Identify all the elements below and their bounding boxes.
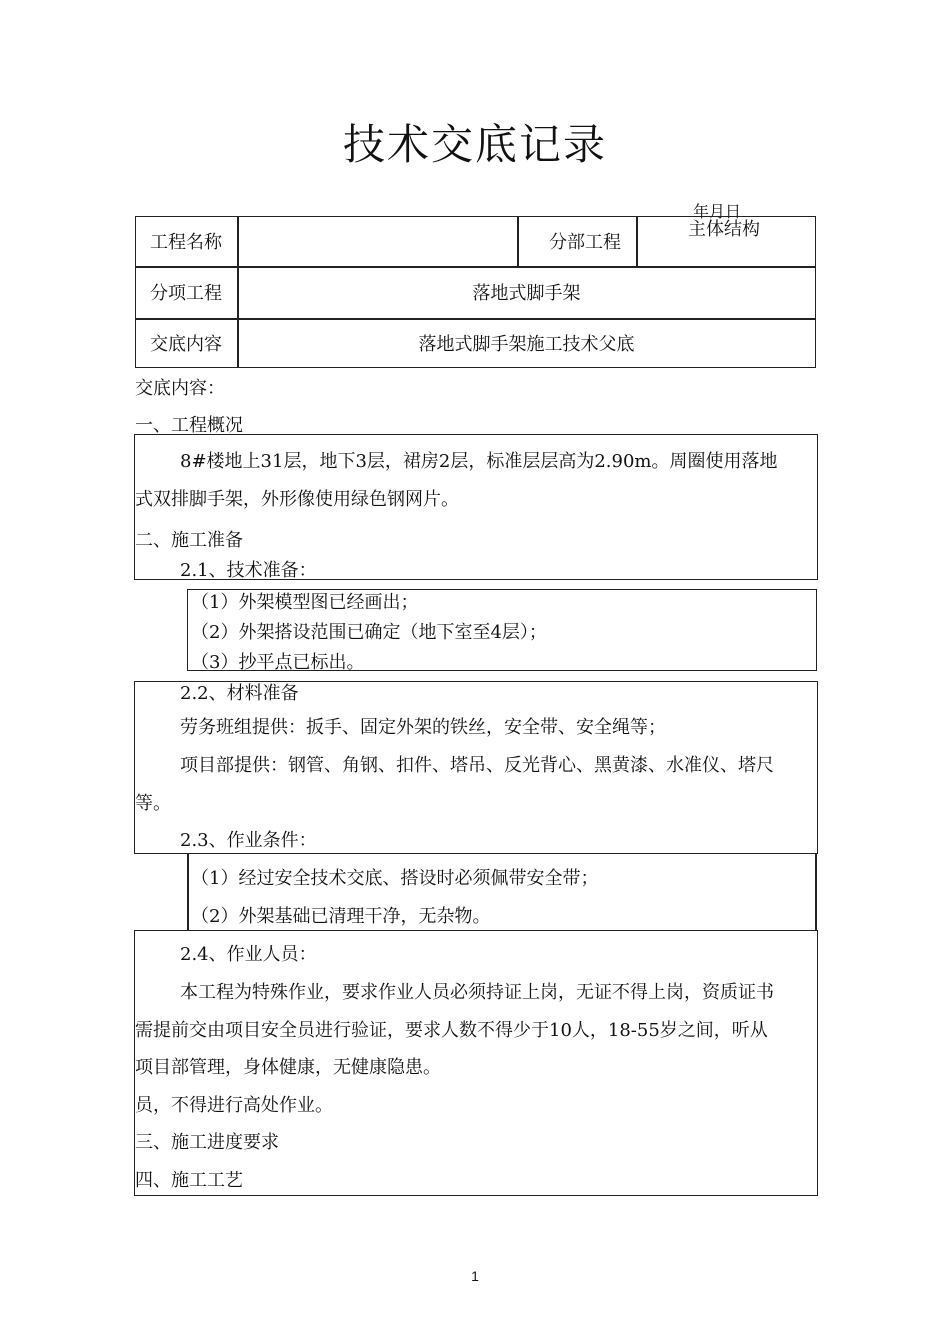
- overview-line-2: 式双排脚手架，外形像使用绿色钢网片。: [135, 489, 459, 510]
- tech-prep-item: （2）外架搭设范围已确定（地下室至4层）；: [191, 622, 547, 643]
- section-3-title: 三、施工进度要求: [135, 1132, 279, 1153]
- section-4-title: 四、施工工艺: [135, 1170, 243, 1191]
- project-name-value: [237, 216, 517, 266]
- table-col-divider: [636, 216, 638, 266]
- section-2-1-title: 2.1、技术准备：: [180, 560, 317, 581]
- section-1-title: 一、工程概况: [135, 415, 243, 436]
- subitem-label: 分项工程: [150, 283, 222, 304]
- overview-line-1: 8#楼地上31层，地下3层，裙房2层，标准层层高为2.90m。周圈使用落地: [180, 451, 778, 472]
- conditions-right-border: [815, 854, 817, 930]
- materials-project-line-1: 项目部提供：钢管、角钢、扣件、塔吊、反光背心、黑黄漆、水准仪、塔尺: [180, 755, 774, 776]
- section-2-title: 二、施工准备: [135, 530, 243, 551]
- content-label: 交底内容: [150, 334, 222, 355]
- conditions-left-border: [187, 854, 189, 930]
- conditions-item: （2）外架基础已清理干净，无杂物。: [191, 906, 491, 927]
- page-number: 1: [471, 1268, 479, 1284]
- project-name-label: 工程名称: [150, 232, 222, 253]
- subitem-value: 落地式脚手架: [472, 283, 581, 304]
- table-col-divider: [517, 216, 519, 266]
- intro-label: 交底内容：: [135, 378, 225, 399]
- document-title: 技术交底记录: [342, 120, 607, 169]
- division-value: 主体结构: [688, 219, 760, 240]
- personnel-line-1: 本工程为特殊作业，要求作业人员必须持证上岗，无证不得上岗，资质证书: [180, 982, 774, 1003]
- personnel-line-4: 员，不得进行高处作业。: [135, 1095, 333, 1116]
- date-label: 年月日: [693, 202, 742, 221]
- conditions-item: （1）经过安全技术交底、搭设时必须佩带安全带；: [191, 868, 599, 889]
- section-2-3-title: 2.3、作业条件：: [180, 830, 317, 851]
- personnel-line-2: 需提前交由项目安全员进行验证，要求人数不得少于10人，18-55岁之间，听从: [135, 1020, 768, 1041]
- section-2-2-title: 2.2、材料准备: [180, 683, 299, 704]
- materials-labor-line: 劳务班组提供：扳手、固定外架的铁丝，安全带、安全绳等；: [180, 717, 666, 738]
- materials-project-line-2: 等。: [135, 793, 171, 814]
- tech-prep-item: （3）抄平点已标出。: [191, 652, 365, 673]
- tech-prep-item: （1）外架模型图已经画出；: [191, 592, 419, 613]
- division-label: 分部工程: [549, 232, 621, 253]
- personnel-line-3: 项目部管理，身体健康，无健康隐患。: [135, 1057, 441, 1078]
- section-2-4-title: 2.4、作业人员：: [180, 944, 317, 965]
- content-value: 落地式脚手架施工技术父底: [418, 334, 635, 355]
